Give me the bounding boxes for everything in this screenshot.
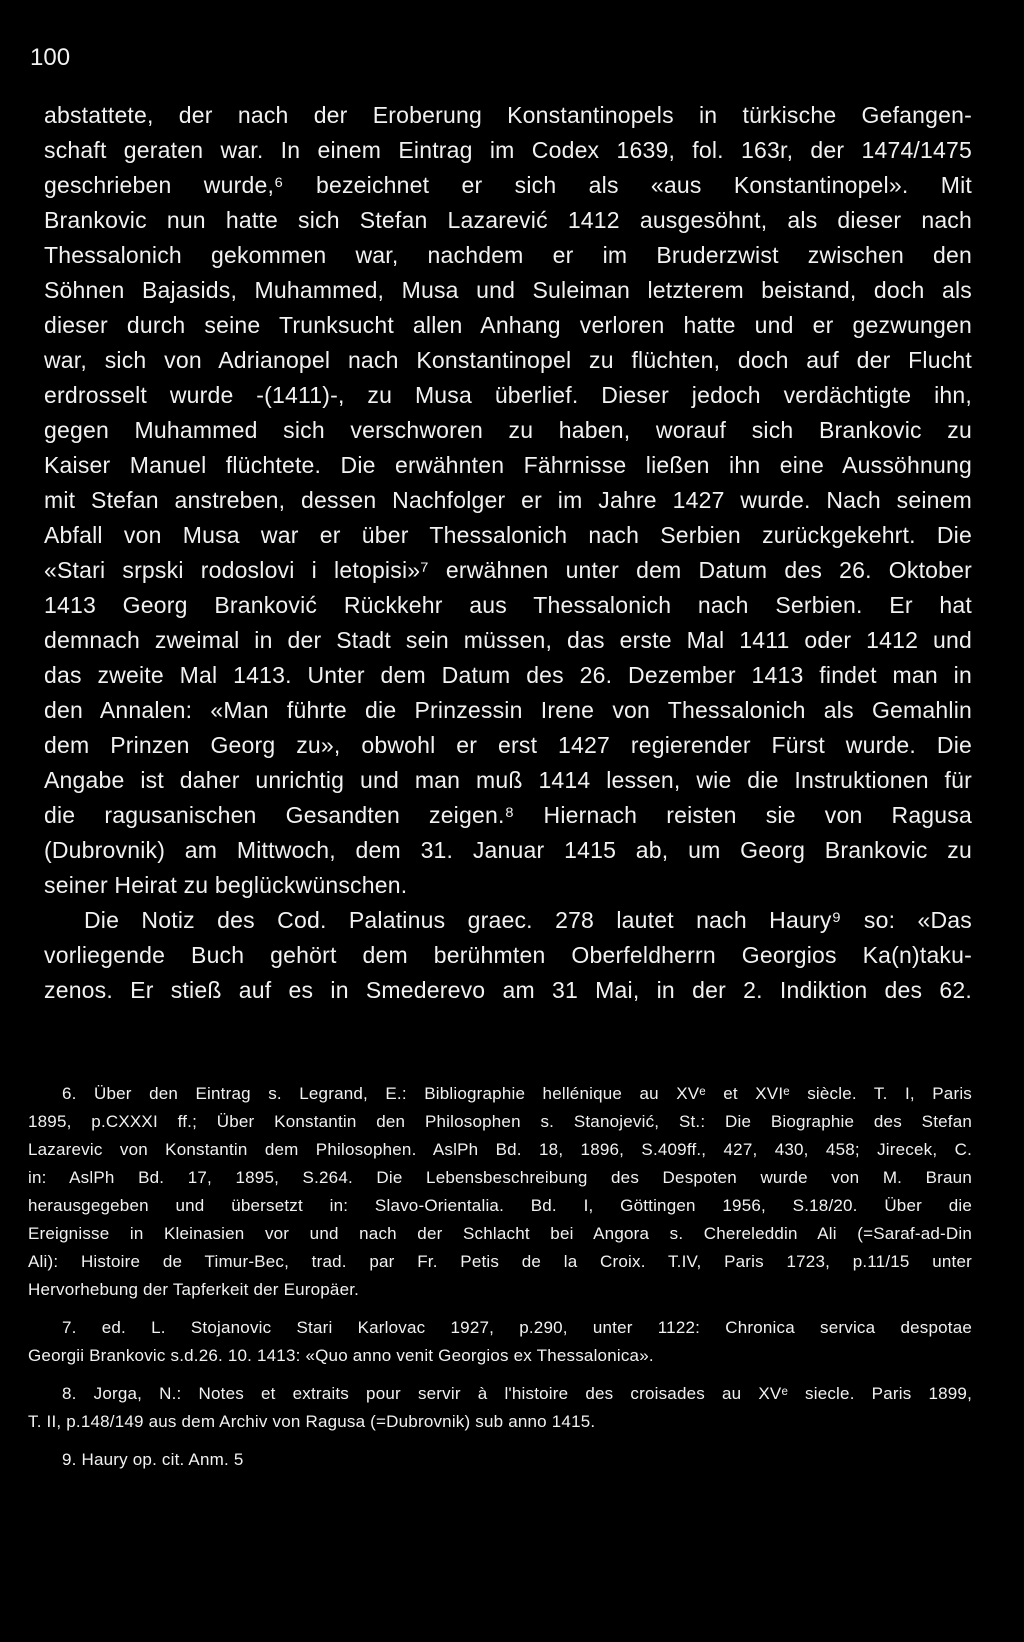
text-line: schaft geraten war. In einem Eintrag im Codex 1639, fol. 163r, der 1474/1475 [44,137,972,163]
text-line: dieser durch seine Trunksucht allen Anhang verloren hatte und er gezwungen [44,312,972,338]
footnote-line: in: AslPh Bd. 17, 1895, S.264. Die Lebensbeschreibung des Despoten wurde von M. Braun [28,1168,972,1187]
text-line: abstattete, der nach der Eroberung Konstantinopels in türkische Gefangen- [44,102,972,128]
footnote-line: Hervorhebung der Tapferkeit der Europäer. [28,1280,360,1299]
text-line: vorliegende Buch gehört dem berühmten Oberfeldherrn Georgios Ka(n)taku- [44,942,972,968]
text-line: Angabe ist daher unrichtig und man muß 1414 lessen, wie die Instruktionen für [44,767,972,793]
footnote-line: Georgii Brankovic s.d.26. 10. 1413: «Quo anno venit Georgios ex Thessalonica». [28,1346,654,1365]
text-line: geschrieben wurde,⁶ bezeichnet er sich als «aus Konstantinopel». Mit [44,172,972,198]
text-line: Brankovic nun hatte sich Stefan Lazarević 1412 ausgesöhnt, als dieser nach [44,207,972,233]
text-line: Die Notiz des Cod. Palatinus graec. 278 lautet nach Haury⁹ so: «Das [84,907,972,933]
footnotes [28,1080,972,1474]
text-line: gegen Muhammed sich verschworen zu haben, worauf sich Brankovic zu [44,417,972,443]
footnote-line: herausgegeben und übersetzt in: Slavo-Orientalia. Bd. I, Göttingen 1956, S.18/20. Über die [28,1196,972,1215]
text-line: mit Stefan anstreben, dessen Nachfolger er im Jahre 1427 wurde. Nach seinem [44,487,972,513]
text-line: demnach zweimal in der Stadt sein müssen, das erste Mal 1411 oder 1412 und [44,627,972,653]
text-line: Thessalonich gekommen war, nachdem er im Bruderzwist zwischen den [44,242,972,268]
text-line: (Dubrovnik) am Mittwoch, dem 31. Januar 1415 ab, um Georg Brankovic zu [44,837,972,863]
text-line: Kaiser Manuel flüchtete. Die erwähnten Fährnisse ließen ihn eine Aussöhnung [44,452,972,478]
text-line: dem Prinzen Georg zu», obwohl er erst 1427 regierender Fürst wurde. Die [44,732,972,758]
text-line: das zweite Mal 1413. Unter dem Datum des 26. Dezember 1413 findet man in [44,662,972,688]
text-line: war, sich von Adrianopel nach Konstantinopel zu flüchten, doch auf der Flucht [44,347,972,373]
page-number: 100 [30,44,71,71]
footnote-line: Lazarevic von Konstantin dem Philosophen. AslPh Bd. 18, 1896, S.409ff., 427, 430, 458; Jirecek, C. [28,1140,972,1159]
text-line: Abfall von Musa war er über Thessalonich nach Serbien zurückgekehrt. Die [44,522,972,548]
footnote-line: 1895, p.CXXXI ff.; Über Konstantin den Philosophen s. Stanojević, St.: Die Biographie des Stefan [28,1112,972,1131]
text-line: die ragusanischen Gesandten zeigen.⁸ Hiernach reisten sie von Ragusa [44,802,972,828]
footnote-line: 9. Haury op. cit. Anm. 5 [62,1450,244,1469]
text-line: 1413 Georg Branković Rückkehr aus Thessalonich nach Serbien. Er hat [44,592,972,618]
body-text [44,98,972,1008]
footnote-line: Ereignisse in Kleinasien vor und nach der Schlacht bei Angora s. Chereleddin Ali (=Saraf-ad-Din [28,1224,972,1243]
text-line: den Annalen: «Man führte die Prinzessin Irene von Thessalonich als Gemahlin [44,697,972,723]
text-line: zenos. Er stieß auf es in Smederevo am 31 Mai, in der 2. Indiktion des 62. [44,977,972,1003]
footnote-line: T. II, p.148/149 aus dem Archiv von Ragusa (=Dubrovnik) sub anno 1415. [28,1412,596,1431]
footnote-line: 8. Jorga, N.: Notes et extraits pour servir à l'histoire des croisades au XVᵉ siecle. Paris 1899, [62,1384,972,1403]
footnote-line: 7. ed. L. Stojanovic Stari Karlovac 1927, p.290, unter 1122: Chronica servica despotae [62,1318,972,1337]
text-line: erdrosselt wurde -(1411)-, zu Musa überlief. Dieser jedoch verdächtigte ihn, [44,382,972,408]
text-line: Söhnen Bajasids, Muhammed, Musa und Suleiman letzterem beistand, doch als [44,277,972,303]
footnote-line: 6. Über den Eintrag s. Legrand, E.: Bibliographie hellénique au XVᵉ et XVIᵉ siècle. T. I, Paris [62,1084,972,1103]
text-line: seiner Heirat zu beglückwünschen. [44,872,408,898]
footnote-line: Ali): Histoire de Timur-Bec, trad. par Fr. Petis de la Croix. T.IV, Paris 1723, p.11/15 unter [28,1252,972,1271]
text-line: «Stari srpski rodoslovi i letopisi»⁷ erwähnen unter dem Datum des 26. Oktober [44,557,972,583]
